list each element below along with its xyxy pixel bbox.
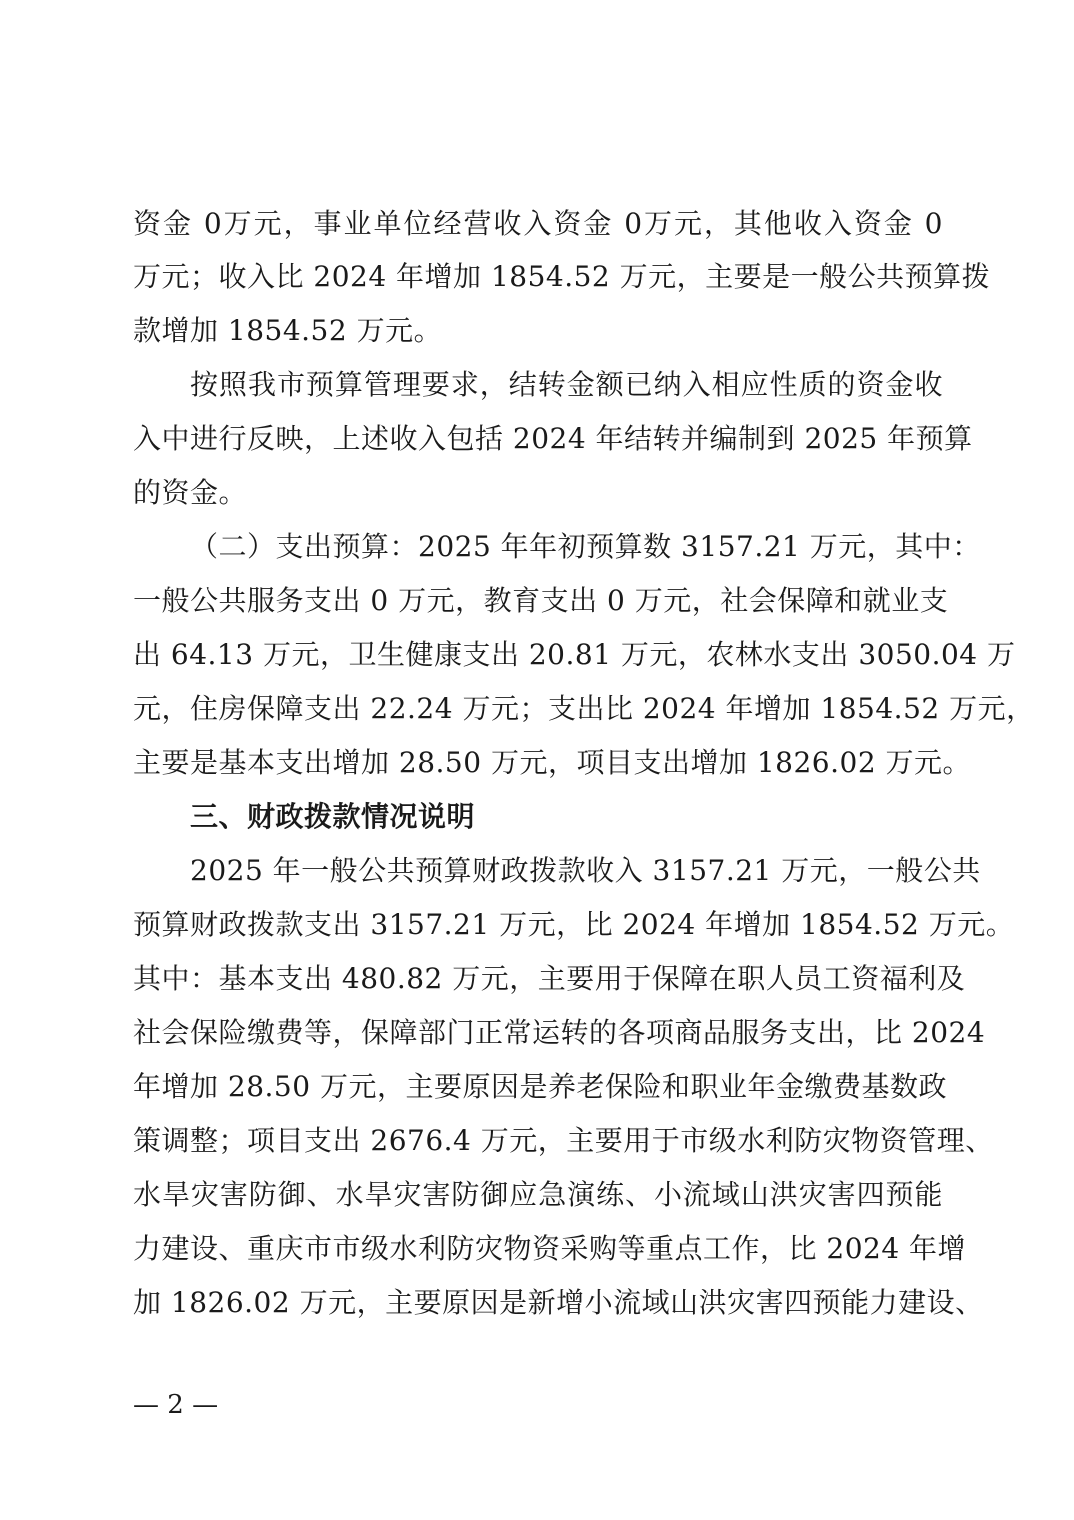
paragraph-line: 元，住房保障支出 22.24 万元；支出比 2024 年增加 1854.52 万元， bbox=[133, 692, 1035, 725]
section-heading: 三、财政拨款情况说明 bbox=[190, 800, 476, 833]
paragraph-line: 策调整；项目支出 2676.4 万元，主要用于市级水利防灾物资管理、 bbox=[133, 1124, 994, 1157]
paragraph-line: 预算财政拨款支出 3157.21 万元，比 2024 年增加 1854.52 万元。 bbox=[133, 908, 1015, 941]
paragraph-line: 万元；收入比 2024 年增加 1854.52 万元，主要是一般公共预算拨 bbox=[133, 260, 991, 293]
subsection-heading-line: （二）支出预算：2025 年年初预算数 3157.21 万元，其中： bbox=[190, 530, 981, 563]
paragraph-line: 社会保险缴费等，保障部门正常运转的各项商品服务支出，比 2024 bbox=[133, 1016, 986, 1049]
paragraph-line: 入中进行反映，上述收入包括 2024 年结转并编制到 2025 年预算 bbox=[133, 422, 973, 455]
page-number: — 2 — bbox=[133, 1390, 219, 1420]
paragraph-line: 力建设、重庆市市级水利防灾物资采购等重点工作，比 2024 年增 bbox=[133, 1232, 967, 1265]
paragraph-line: 按照我市预算管理要求，结转金额已纳入相应性质的资金收 bbox=[190, 368, 943, 401]
paragraph-line: 的资金。 bbox=[133, 476, 248, 509]
paragraph-line: 年增加 28.50 万元，主要原因是养老保险和职业年金缴费基数政 bbox=[133, 1070, 947, 1103]
paragraph-line: 加 1826.02 万元，主要原因是新增小流域山洪灾害四预能力建设、 bbox=[133, 1286, 984, 1319]
paragraph-line: 出 64.13 万元，卫生健康支出 20.81 万元，农林水支出 3050.04 万 bbox=[133, 638, 1016, 671]
paragraph-line: 资金 0万元，事业单位经营收入资金 0万元，其他收入资金 0 bbox=[133, 207, 943, 240]
paragraph-line: 款增加 1854.52 万元。 bbox=[133, 314, 443, 347]
paragraph-line: 其中：基本支出 480.82 万元，主要用于保障在职人员工资福利及 bbox=[133, 962, 966, 995]
paragraph-line: 2025 年一般公共预算财政拨款收入 3157.21 万元，一般公共 bbox=[190, 854, 981, 887]
paragraph-line: 一般公共服务支出 0 万元，教育支出 0 万元，社会保障和就业支 bbox=[133, 584, 949, 617]
paragraph-line: 水旱灾害防御、水旱灾害防御应急演练、小流域山洪灾害四预能 bbox=[133, 1178, 943, 1211]
paragraph-line: 主要是基本支出增加 28.50 万元，项目支出增加 1826.02 万元。 bbox=[133, 746, 972, 779]
